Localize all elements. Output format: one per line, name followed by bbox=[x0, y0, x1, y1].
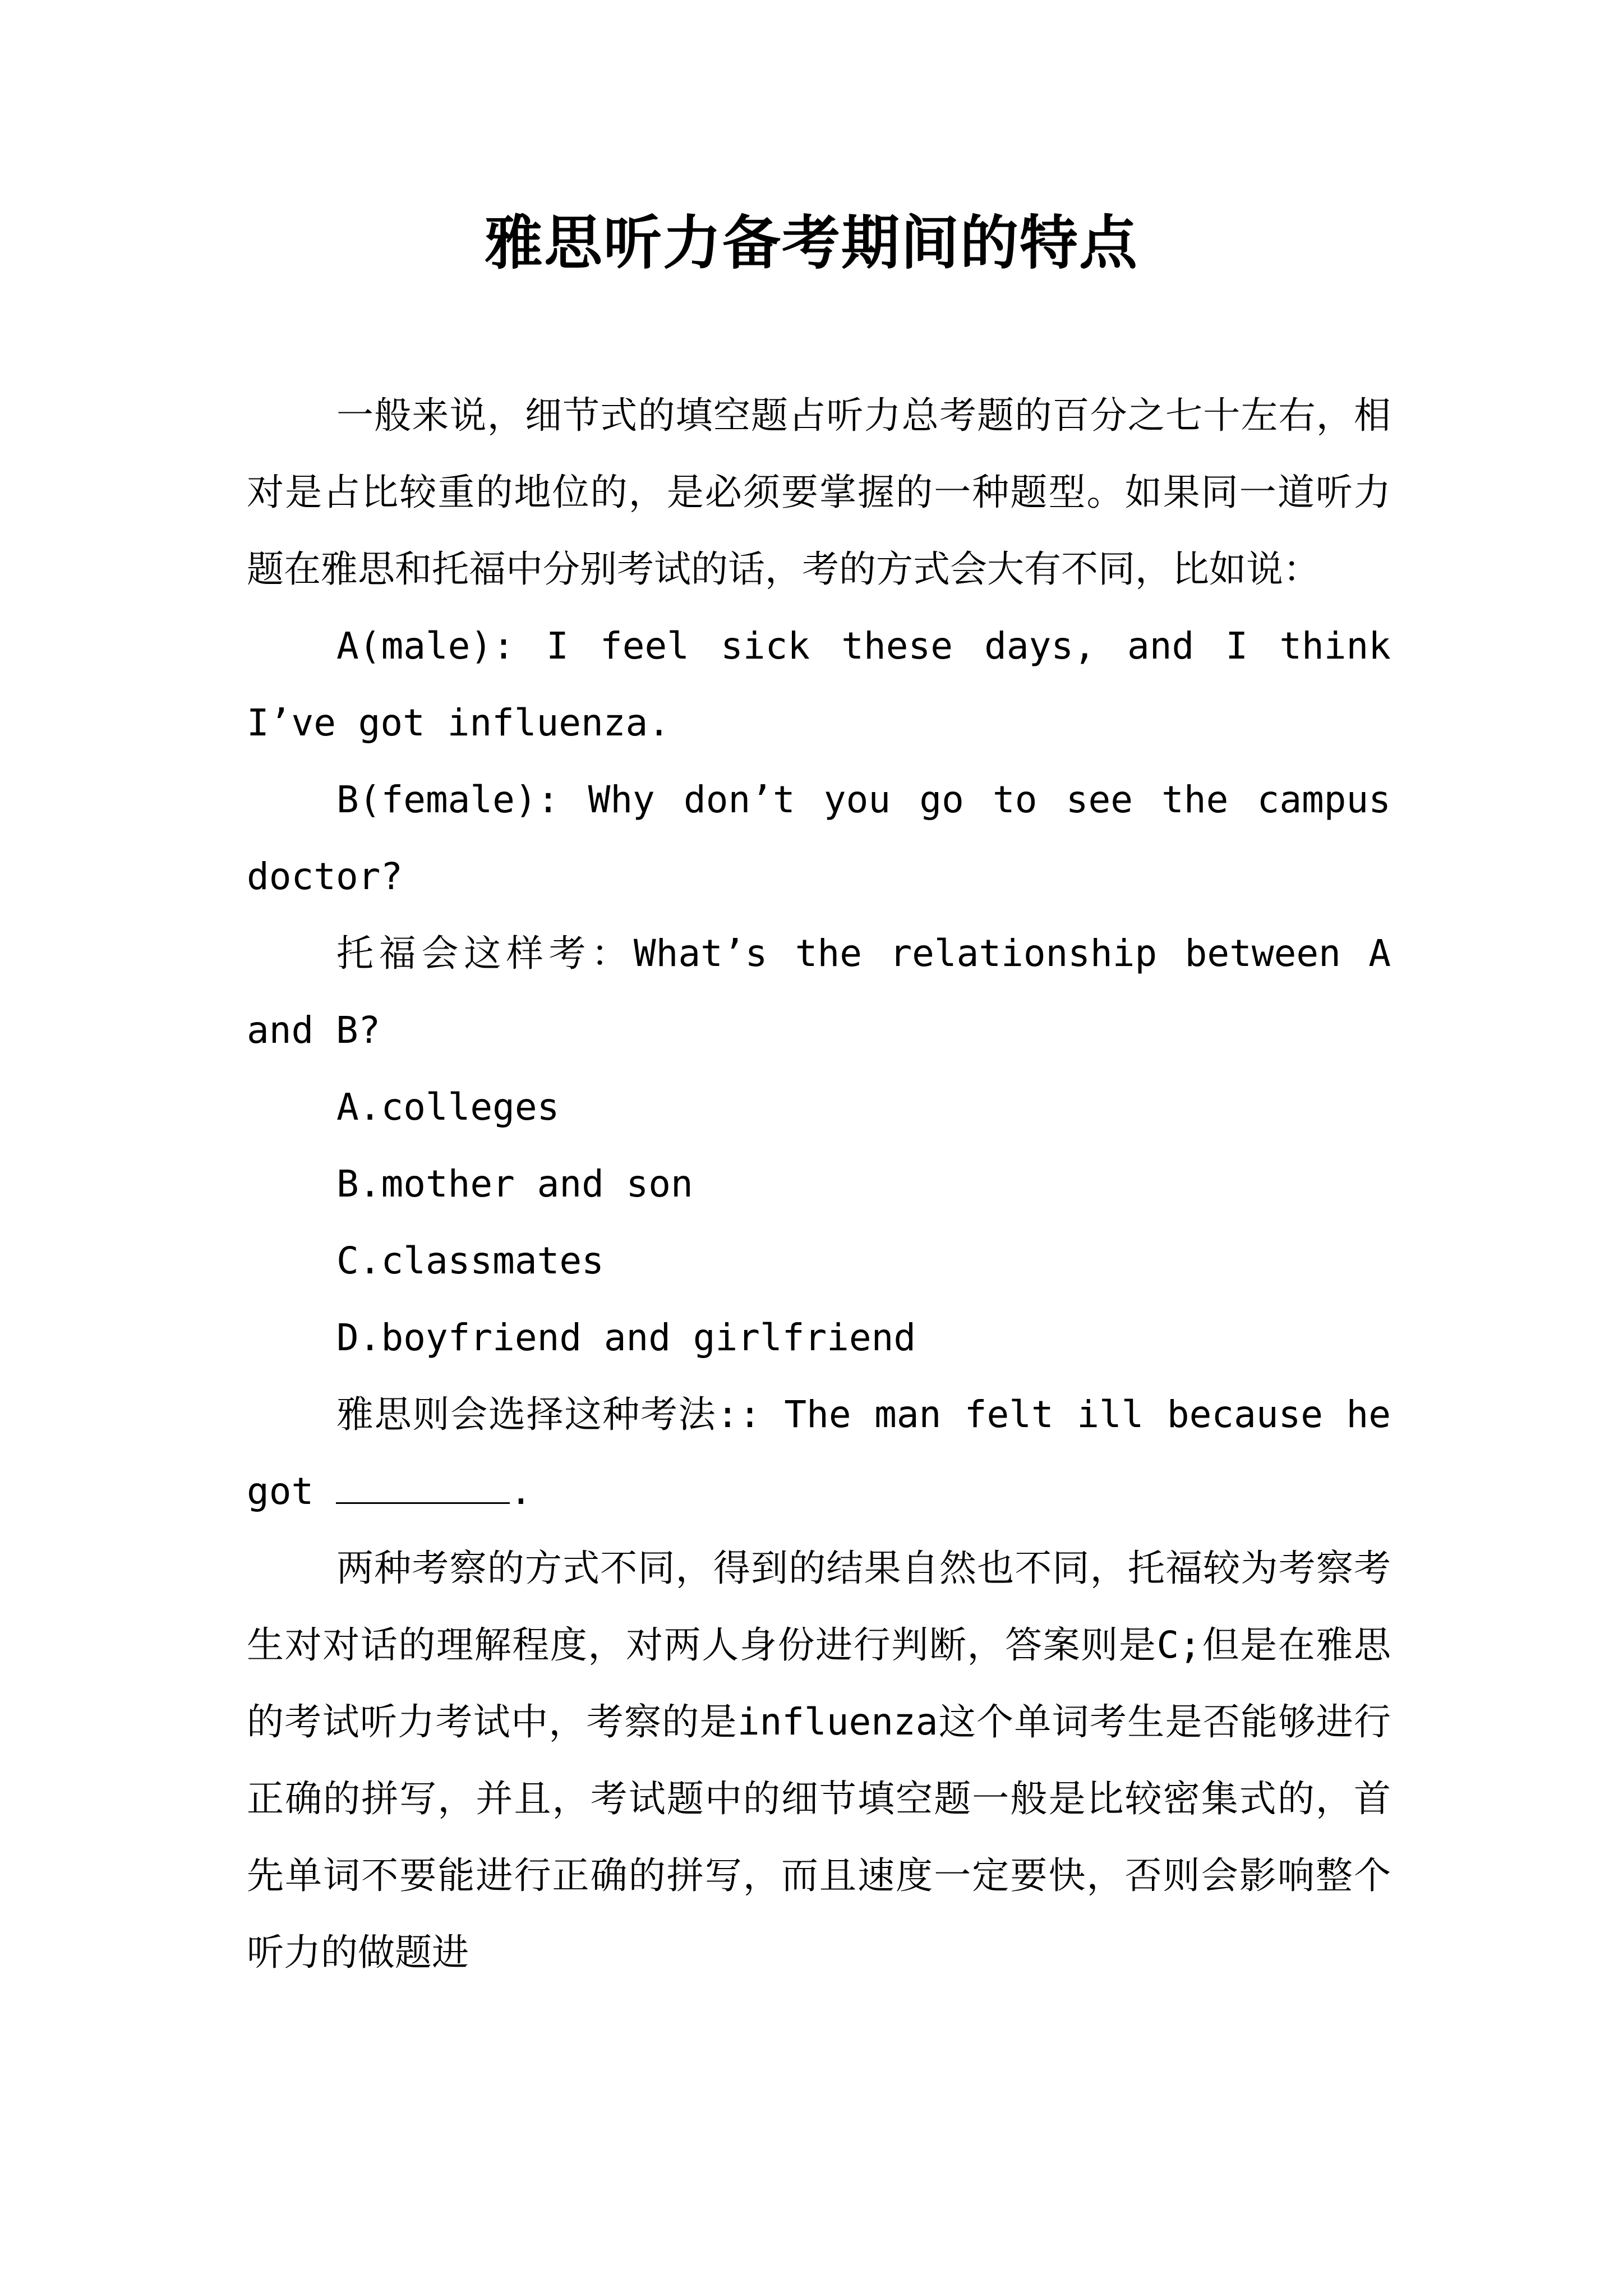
option-d: D.boyfriend and girlfriend bbox=[336, 1316, 916, 1359]
dialogue-line-b: B(female): Why don’t you go to see the campus doctor? bbox=[247, 778, 1391, 898]
document-body bbox=[247, 377, 1391, 1991]
fill-in-blank bbox=[336, 1480, 510, 1504]
ielts-question bbox=[247, 1376, 1391, 1530]
ielts-question-end: . bbox=[509, 1470, 532, 1513]
paragraph-intro: 一般来说，细节式的填空题占听力总考题的百分之七十左右，相对是占比较重的地位的，是必须要掌握的一种题型。如果同一道听力题在雅思和托福中分别考试的话，考的方式会大有不同，比如说： bbox=[247, 394, 1391, 591]
dialogue-line-a: A(male): I feel sick these days, and I think I’ve got influenza. bbox=[247, 624, 1391, 744]
option-c: C.classmates bbox=[336, 1239, 604, 1282]
ielts-question-text: 雅思则会选择这种考法:: The man felt ill because he got bbox=[247, 1393, 1391, 1513]
paragraph-comparison: 两种考察的方式不同，得到的结果自然也不同，托福较为考察考生对对话的理解程度，对两人身份进行判断，答案则是C;但是在雅思的考试听力考试中，考察的是influenza这个单词考生是否能够进行正确的拼写，并且，考试题中的细节填空题一般是比较密集式的，首先单词不要能进行正确的拼写，而且速度一定要快，否则会影响整个听力的做题进 bbox=[247, 1547, 1391, 1974]
toefl-question: 托福会这样考：What’s the relationship between A and B? bbox=[247, 932, 1391, 1052]
document-title: 雅思听力备考期间的特点 bbox=[484, 208, 1138, 277]
option-a: A.colleges bbox=[336, 1085, 560, 1129]
option-b: B.mother and son bbox=[336, 1162, 693, 1205]
